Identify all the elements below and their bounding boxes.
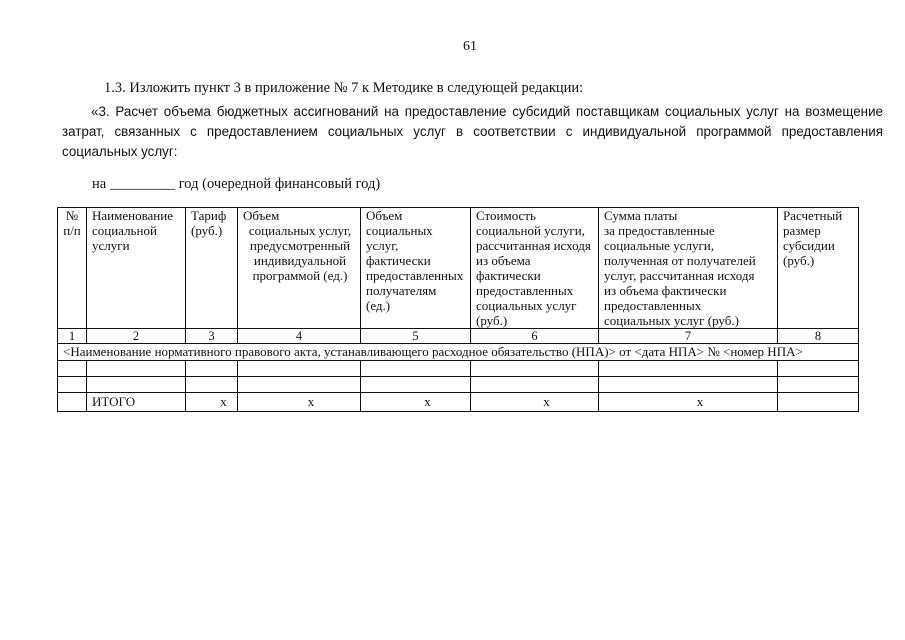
- header-line: социальной услуги,: [476, 223, 585, 238]
- header-cell-subsidy-amount: [778, 208, 859, 329]
- header-line: Объем: [243, 208, 280, 223]
- blank-cell: [471, 361, 599, 377]
- header-line: социальных услуг,: [248, 223, 352, 238]
- header-line: фактически: [366, 253, 431, 268]
- blank-cell: [58, 361, 87, 377]
- blank-cell: [361, 377, 471, 393]
- header-line: (руб.): [783, 253, 815, 268]
- header-line: Объем: [366, 208, 403, 223]
- header-line: социальных услуг (руб.): [604, 313, 739, 328]
- paragraph-line: социальных услуг:: [62, 144, 178, 159]
- header-cell-number: [58, 208, 87, 329]
- paragraph-line: «3. Расчет объема бюджетных ассигнований на предоставление субсидий поставщикам социальных услуг на возмещение: [91, 104, 883, 119]
- header-line: размер: [783, 223, 821, 238]
- header-line: индивидуальной: [253, 253, 347, 268]
- page-number: 61: [463, 39, 477, 54]
- not-applicable-mark: x: [238, 393, 361, 412]
- header-line: предусмотренный: [249, 238, 351, 253]
- header-line: рассчитанная исходя: [476, 238, 591, 253]
- blank-row: [58, 361, 859, 377]
- header-line: предоставленных: [366, 268, 464, 283]
- not-applicable-mark: x: [186, 393, 238, 412]
- blank-cell: [778, 393, 859, 412]
- blank-cell: [58, 377, 87, 393]
- header-line: субсидии: [783, 238, 835, 253]
- blank-cell: [471, 377, 599, 393]
- period-line: на _________ год (очередной финансовый год): [92, 176, 381, 192]
- blank-cell: [778, 361, 859, 377]
- header-line: п/п: [63, 223, 81, 238]
- blank-cell: [87, 361, 186, 377]
- header-line: предоставленных: [604, 298, 702, 313]
- header-line: (ед.): [366, 298, 391, 313]
- header-line: (руб.): [191, 223, 223, 238]
- amendment-instruction: 1.3. Изложить пункт 3 в приложение № 7 к Методике в следующей редакции:: [104, 80, 584, 96]
- header-line: из объема фактически: [604, 283, 727, 298]
- not-applicable-mark: x: [361, 393, 471, 412]
- header-line: Наименование: [92, 208, 173, 223]
- blank-cell: [599, 361, 778, 377]
- column-number-row: [58, 329, 859, 344]
- header-line: за предоставленные: [604, 223, 715, 238]
- header-line: фактически: [476, 268, 541, 283]
- blank-cell: [58, 393, 87, 412]
- column-number-cell: 5: [361, 329, 471, 344]
- header-line: услуги: [92, 238, 130, 253]
- header-line: №: [65, 208, 79, 223]
- header-line: предоставленных: [476, 283, 574, 298]
- header-cell-recipient-payment: [599, 208, 778, 329]
- blank-cell: [186, 361, 238, 377]
- blank-cell: [238, 377, 361, 393]
- blank-row: [58, 377, 859, 393]
- blank-cell: [186, 377, 238, 393]
- not-applicable-mark: x: [471, 393, 599, 412]
- header-cell-service-name: [87, 208, 186, 329]
- header-cell-planned-volume: [238, 208, 361, 329]
- header-cell-tariff: [186, 208, 238, 329]
- column-number-cell: 6: [471, 329, 599, 344]
- total-label: ИТОГО: [87, 393, 186, 412]
- subsidy-calculation-table: [57, 207, 859, 412]
- header-line: Сумма платы: [604, 208, 678, 223]
- header-line: Стоимость: [476, 208, 536, 223]
- header-line: Расчетный: [783, 208, 843, 223]
- column-number-cell: 2: [87, 329, 186, 344]
- header-line: услуг,: [366, 238, 399, 253]
- table-header-row: [58, 208, 859, 329]
- column-number-cell: 4: [238, 329, 361, 344]
- header-cell-actual-volume: [361, 208, 471, 329]
- blank-cell: [87, 377, 186, 393]
- not-applicable-mark: x: [599, 393, 778, 412]
- blank-cell: [599, 377, 778, 393]
- header-line: Тариф: [191, 208, 227, 223]
- header-line: социальных услуг: [476, 298, 577, 313]
- paragraph-line: затрат, связанных с предоставлением социальных услуг в соответствии с индивидуальной программой предоставления: [62, 124, 883, 139]
- blank-cell: [361, 361, 471, 377]
- header-line: социальные услуги,: [604, 238, 714, 253]
- column-number-cell: 1: [58, 329, 87, 344]
- blank-cell: [238, 361, 361, 377]
- paragraph-3: [62, 102, 883, 162]
- header-line: социальных: [366, 223, 433, 238]
- header-line: социальной: [92, 223, 157, 238]
- total-row: [58, 393, 859, 412]
- header-cell-service-cost: [471, 208, 599, 329]
- header-line: из объема: [476, 253, 531, 268]
- column-number-cell: 7: [599, 329, 778, 344]
- npa-row: [58, 344, 859, 361]
- column-number-cell: 3: [186, 329, 238, 344]
- header-line: (руб.): [476, 313, 508, 328]
- header-line: получателям: [366, 283, 437, 298]
- header-line: программой (ед.): [252, 268, 348, 283]
- column-number-cell: 8: [778, 329, 859, 344]
- npa-cell: <Наименование нормативного правового акта, устанавливающего расходное обязательство (НПА)> от <дата НПА> № <номер НПА>: [58, 344, 859, 361]
- header-line: полученная от получателей: [604, 253, 756, 268]
- header-line: услуг, рассчитанная исходя: [604, 268, 755, 283]
- blank-cell: [778, 377, 859, 393]
